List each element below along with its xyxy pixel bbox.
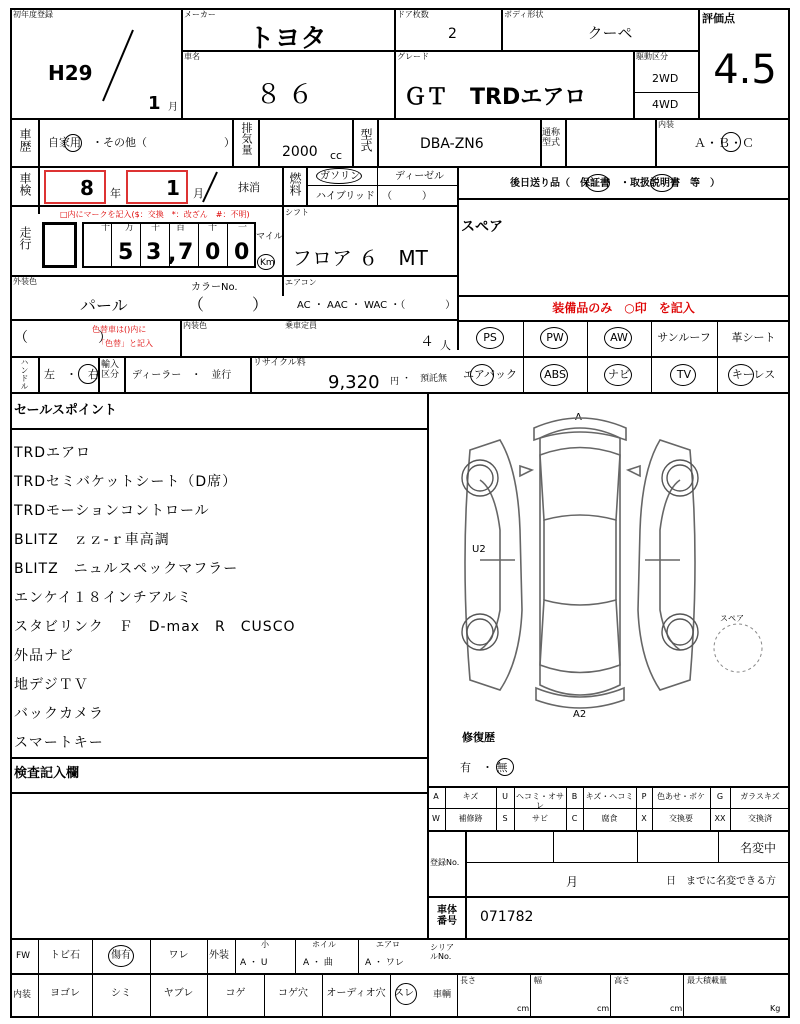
divider <box>445 808 446 830</box>
maker-label: メーカー <box>184 10 216 19</box>
divider <box>207 938 208 1018</box>
sales-point-item: スマートキー <box>14 735 104 751</box>
divider <box>427 786 790 788</box>
exterior-wheel: ホイル <box>312 940 336 949</box>
inspection-month-box <box>44 170 106 204</box>
divider <box>377 118 379 166</box>
handle-label: ハンドル <box>20 358 29 390</box>
dim-load: 最大積載量 <box>687 976 727 985</box>
equip-leather: 革シート <box>731 331 776 344</box>
circle-mark <box>650 174 674 192</box>
drive-2wd: 2WD <box>652 72 679 85</box>
unit-mile: マイル <box>256 232 283 242</box>
color-no-value: （ ） <box>188 295 269 314</box>
circle-mark <box>470 364 494 386</box>
circle-mark <box>316 168 362 184</box>
divider <box>306 185 457 186</box>
divider <box>394 8 396 118</box>
divider <box>295 938 296 973</box>
divider <box>633 92 698 93</box>
sales-point-item: TRDセミバケットシート（D席） <box>14 474 238 490</box>
shift-label: シフト <box>285 208 309 217</box>
divider <box>427 808 790 809</box>
registration-no-label: 登録No. <box>430 858 460 867</box>
body-type-label: ボディ形状 <box>504 10 544 19</box>
divider <box>633 50 635 118</box>
divider <box>235 938 236 973</box>
equip-pw: PW <box>546 331 564 344</box>
exterior-label: 外装 <box>209 950 229 961</box>
odo-unit: 一 <box>238 223 248 233</box>
divider <box>427 392 429 938</box>
divider <box>530 973 531 1018</box>
divider <box>566 786 567 808</box>
inspection-year-unit: 年 <box>110 187 121 200</box>
registration-month-unit: 月 <box>566 875 579 889</box>
divider <box>445 786 446 808</box>
diagram-spare-label: スペア <box>720 614 744 623</box>
fw-item: トビ石 <box>50 950 80 961</box>
legend-code: W <box>432 814 440 823</box>
divider <box>427 896 790 898</box>
divider <box>111 222 112 268</box>
aircon-label: エアコン <box>285 278 317 287</box>
equip-airbag: エアバック <box>462 368 518 381</box>
legend-code: C <box>571 814 578 823</box>
inspect-notes-title: 検査記入欄 <box>14 766 80 781</box>
maker-value: トヨタ <box>248 24 327 54</box>
dim-cm: cm <box>670 1004 683 1013</box>
mileage-label: 走行 <box>18 226 32 250</box>
unit-km: Km <box>260 258 275 268</box>
car-name-value: ８６ <box>255 80 320 110</box>
model-value: DBA-ZN6 <box>420 136 484 152</box>
divider <box>38 118 40 214</box>
divider <box>655 118 657 166</box>
divider <box>501 8 503 50</box>
displacement-value: 2000 <box>282 144 318 160</box>
divider <box>583 808 584 830</box>
drive-4wd: 4WD <box>652 98 679 111</box>
recycle-suffix: ・ 預託無 <box>402 374 448 384</box>
slash-line <box>200 170 220 204</box>
legend-desc: 交換要 <box>669 814 693 823</box>
fw-label: FW <box>16 951 31 961</box>
interior-item: ヤブレ <box>163 988 194 999</box>
registration-change: 名変中 <box>740 841 777 855</box>
inspection-label: 車検 <box>18 172 32 196</box>
fw-item: ワレ <box>168 950 189 961</box>
repair-label: 修復歴 <box>462 731 495 744</box>
circle-mark <box>496 758 514 776</box>
interior-item: コゲ穴 <box>278 988 308 999</box>
legend-code: U <box>502 792 508 801</box>
exterior-aero: エアロ <box>376 940 400 949</box>
circle-mark <box>604 364 632 386</box>
divider <box>636 786 637 808</box>
divider <box>457 198 790 200</box>
circle-mark <box>64 134 82 152</box>
divider <box>652 808 653 830</box>
fw-item: 傷有 <box>111 950 131 961</box>
interior-item: スレ <box>394 988 414 999</box>
divider <box>610 973 611 1018</box>
legend-desc: 腐食 <box>601 814 618 823</box>
exterior-color-label: 外装色 <box>13 277 37 286</box>
divider <box>457 295 790 297</box>
registration-era: H29 <box>48 61 93 85</box>
displacement-label: 排気量 <box>240 122 253 155</box>
divider <box>523 320 524 392</box>
diagram-label-a: A <box>575 412 582 423</box>
equip-aw: AW <box>610 331 628 344</box>
circle-mark <box>721 132 741 152</box>
divider <box>465 862 790 863</box>
legend-desc: キズ・ヘコミ <box>585 792 634 801</box>
exterior-small: 小 <box>261 940 269 949</box>
capacity-value: ４ <box>420 334 434 350</box>
interior-color-label: 内装色 <box>183 321 207 330</box>
circle-mark <box>540 327 568 349</box>
divider <box>38 356 40 392</box>
divider <box>198 222 199 268</box>
legend-code: G <box>716 792 724 801</box>
divider <box>718 830 719 862</box>
odo-unit: 千 <box>151 223 161 233</box>
exterior-wheel-values: A ・ 曲 <box>303 958 333 968</box>
fuel-label: 燃料 <box>288 172 302 196</box>
inspection-day: 1 <box>166 176 180 200</box>
divider <box>465 896 467 938</box>
interior-color-paren: （ ） <box>14 330 112 346</box>
dim-width: 幅 <box>534 976 542 985</box>
inspection-month: 8 <box>80 176 94 200</box>
legend-desc: 交換済 <box>748 814 772 823</box>
legend-desc: 補修跡 <box>458 814 483 823</box>
model-label: 型式 <box>359 128 373 152</box>
legend-code: P <box>641 792 647 801</box>
divider <box>227 222 228 268</box>
sales-point-item: スタビリンク Ｆ D-max R CUSCO <box>14 619 296 635</box>
circle-mark <box>540 364 568 386</box>
divider <box>10 392 790 394</box>
interior-item: コゲ <box>225 988 246 999</box>
doors-value: 2 <box>448 26 457 42</box>
circle-mark <box>728 364 754 386</box>
odo-unit: 百 <box>176 223 186 233</box>
legend-desc: ヘコミ・オサレ <box>516 792 564 810</box>
odo-comma: , <box>168 242 177 267</box>
common-model-label: 通称型式 <box>542 128 561 148</box>
recycle-label: リサイクル料 <box>253 358 306 368</box>
odo-digit: 0 <box>205 240 221 265</box>
interior-row-label: 内装 <box>13 990 32 1000</box>
divider <box>358 938 359 973</box>
history-label: 車歴 <box>18 128 32 152</box>
divider <box>427 830 790 832</box>
slash-line <box>98 28 138 103</box>
exterior-aero-values: A ・ ワレ <box>365 958 404 968</box>
odo-unit: 十 <box>208 223 218 233</box>
legend-desc: サビ <box>532 814 548 823</box>
color-no-label: カラーNo. <box>191 282 238 293</box>
divider <box>140 222 141 268</box>
divider <box>698 8 700 118</box>
doors-label: ドア枚数 <box>397 10 429 19</box>
divider <box>730 786 731 808</box>
grade-label: グレード <box>397 52 429 61</box>
serial-label: シリアルNo. <box>430 943 454 961</box>
legend-code: A <box>433 792 439 801</box>
circle-mark <box>604 327 632 349</box>
sales-point-item: エンケイ１８インチアルミ <box>14 590 193 606</box>
equip-abs: ABS <box>544 368 566 381</box>
fuel-gasoline: ガソリン <box>320 171 360 182</box>
circle-mark <box>586 174 610 192</box>
dim-kg: Kg <box>770 1004 781 1013</box>
sales-point-item: TRDモーションコントロール <box>14 503 210 519</box>
history-options: 自家用 ・その他（ ） <box>48 136 235 149</box>
aircon-value: AC ・ AAC ・ WAC ・（ ） <box>297 300 456 311</box>
registration-deadline: 日 までに名変できる方 <box>666 876 776 887</box>
divider <box>636 808 637 830</box>
divider <box>651 320 652 392</box>
divider <box>10 757 427 759</box>
sales-point-item: 地デジＴＶ <box>14 677 89 693</box>
divider <box>553 830 554 862</box>
odo-digit: 7 <box>178 240 194 265</box>
circle-mark <box>257 254 275 270</box>
divider <box>10 792 427 794</box>
recycle-unit: 円 <box>390 377 400 387</box>
divider <box>10 428 427 430</box>
divider <box>710 786 711 808</box>
equip-ps: PS <box>483 331 497 344</box>
car-name-label: 車名 <box>184 52 200 61</box>
divider <box>306 166 308 206</box>
divider <box>514 808 515 830</box>
chassis-label: 車体番号 <box>437 905 457 927</box>
registration-month: 1 <box>148 93 161 114</box>
divider <box>10 319 457 321</box>
divider <box>10 205 457 207</box>
divider <box>457 320 790 322</box>
dim-cm: cm <box>597 1004 610 1013</box>
divider <box>514 786 515 808</box>
divider <box>496 808 497 830</box>
grade-value: ＧＴ TRDエアロ <box>404 85 587 110</box>
odo-digit-box <box>42 222 77 268</box>
equip-navi: ナビ <box>608 368 630 381</box>
odo-digit: 5 <box>118 240 134 265</box>
divider <box>583 786 584 808</box>
dim-length: 長さ <box>460 976 476 985</box>
interior-item: オーディオ穴 <box>326 988 386 999</box>
interior-color-note: 「色替」と記入 <box>97 339 153 348</box>
chassis-value: 071782 <box>480 909 534 925</box>
interior-grade-label: 内装 <box>658 120 674 129</box>
circle-mark <box>476 327 504 349</box>
equip-keyless: キーレス <box>731 368 776 381</box>
divider <box>180 319 182 356</box>
legend-desc: キズ <box>462 792 479 801</box>
divider <box>457 973 458 1018</box>
registration-label: 初年度登録 <box>13 10 53 19</box>
legend-code: S <box>502 814 508 823</box>
equipment-title: 装備品のみ ○印 を記入 <box>552 301 695 315</box>
handle-value: 左 ・ 右 <box>44 368 99 381</box>
divider <box>717 320 718 392</box>
spare-label: スペア <box>461 219 503 235</box>
import-label: 輸入区分 <box>101 360 120 380</box>
interior-color-note: 色替車は()内に <box>92 325 147 334</box>
repair-value: 有 ・ 無 <box>460 761 508 774</box>
fuel-diesel: ディーゼル <box>395 171 444 182</box>
divider <box>10 938 790 940</box>
circle-mark <box>78 364 98 384</box>
odo-unit: 十 <box>101 223 111 233</box>
fuel-other: （ ） <box>382 191 432 202</box>
diagram-label-a2: A2 <box>573 709 587 720</box>
recycle-value: 9,320 <box>328 372 380 393</box>
divider <box>124 356 126 392</box>
divider <box>258 118 260 166</box>
divider <box>587 320 588 392</box>
interior-grade-options: Ａ・Ｂ・Ｃ <box>694 136 755 150</box>
divider <box>465 830 467 896</box>
circle-mark <box>395 983 417 1005</box>
registration-month-unit: 月 <box>168 102 178 113</box>
dim-height: 高さ <box>614 976 630 985</box>
sales-point-item: 外品ナビ <box>14 648 74 664</box>
body-type-value: クーペ <box>587 24 633 42</box>
sales-point-item: BLITZ ｚｚ-ｒ車高調 <box>14 532 170 548</box>
score-label: 評価点 <box>702 12 735 25</box>
divider <box>377 166 378 206</box>
divider <box>10 973 790 975</box>
divider <box>637 830 638 862</box>
capacity-label: 乗車定員 <box>285 321 317 330</box>
shift-value: フロア ６ MT <box>292 246 428 270</box>
divider <box>730 808 731 830</box>
legend-code: X <box>641 814 647 823</box>
odo-digit: 0 <box>234 240 250 265</box>
equip-sunroof: サンルーフ <box>657 331 711 344</box>
divider <box>496 786 497 808</box>
divider <box>10 275 457 277</box>
import-value: ディーラー ・ 並行 <box>132 370 232 381</box>
divider <box>352 118 354 166</box>
diagram-label-u2: U2 <box>472 544 486 555</box>
interior-item: ヨゴレ <box>50 988 80 999</box>
drive-label: 駆動区分 <box>636 52 668 61</box>
odo-digit: 3 <box>146 240 162 265</box>
odo-unit: 万 <box>125 223 135 233</box>
capacity-unit: 人 <box>440 339 451 352</box>
divider <box>10 166 790 168</box>
inspection-day-unit: 月 <box>193 187 204 200</box>
legend-code: B <box>571 792 578 801</box>
dim-cm: cm <box>517 1004 530 1013</box>
divider <box>565 118 567 166</box>
exterior-color-value: パール <box>80 296 128 315</box>
inspection-erased: 抹消 <box>238 181 260 194</box>
mileage-note: □内にマークを記入($：交換 *：改ざん #：不明) <box>60 210 250 219</box>
circle-mark <box>670 364 696 386</box>
sales-points-title: セールスポイント <box>14 403 117 418</box>
divider <box>566 808 567 830</box>
divider <box>652 786 653 808</box>
divider <box>250 356 252 392</box>
exterior-small-values: A ・ U <box>240 958 268 968</box>
sales-point-item: BLITZ ニュルスペックマフラー <box>14 561 239 577</box>
legend-desc: ガラスキズ <box>740 792 780 801</box>
dimensions-label: 車輌 <box>433 990 452 1000</box>
equip-tv: TV <box>676 368 692 381</box>
delivery-label: 後日送り品（ 保証書 ・取扱説明書 等 ） <box>510 178 720 189</box>
legend-code: XX <box>714 814 726 823</box>
circle-mark <box>108 945 134 967</box>
car-diagram <box>440 410 780 720</box>
fuel-hybrid: ハイブリッド <box>316 191 375 202</box>
divider <box>710 808 711 830</box>
divider <box>683 973 684 1018</box>
divider <box>10 356 790 358</box>
displacement-unit: cc <box>330 149 343 162</box>
divider <box>457 166 459 350</box>
sales-point-item: TRDエアロ <box>14 445 92 461</box>
sales-point-item: バックカメラ <box>14 706 104 722</box>
interior-item: シミ <box>111 988 131 999</box>
score-value: 4.5 <box>713 47 777 93</box>
legend-desc: 色あせ・ボケ <box>657 792 705 801</box>
